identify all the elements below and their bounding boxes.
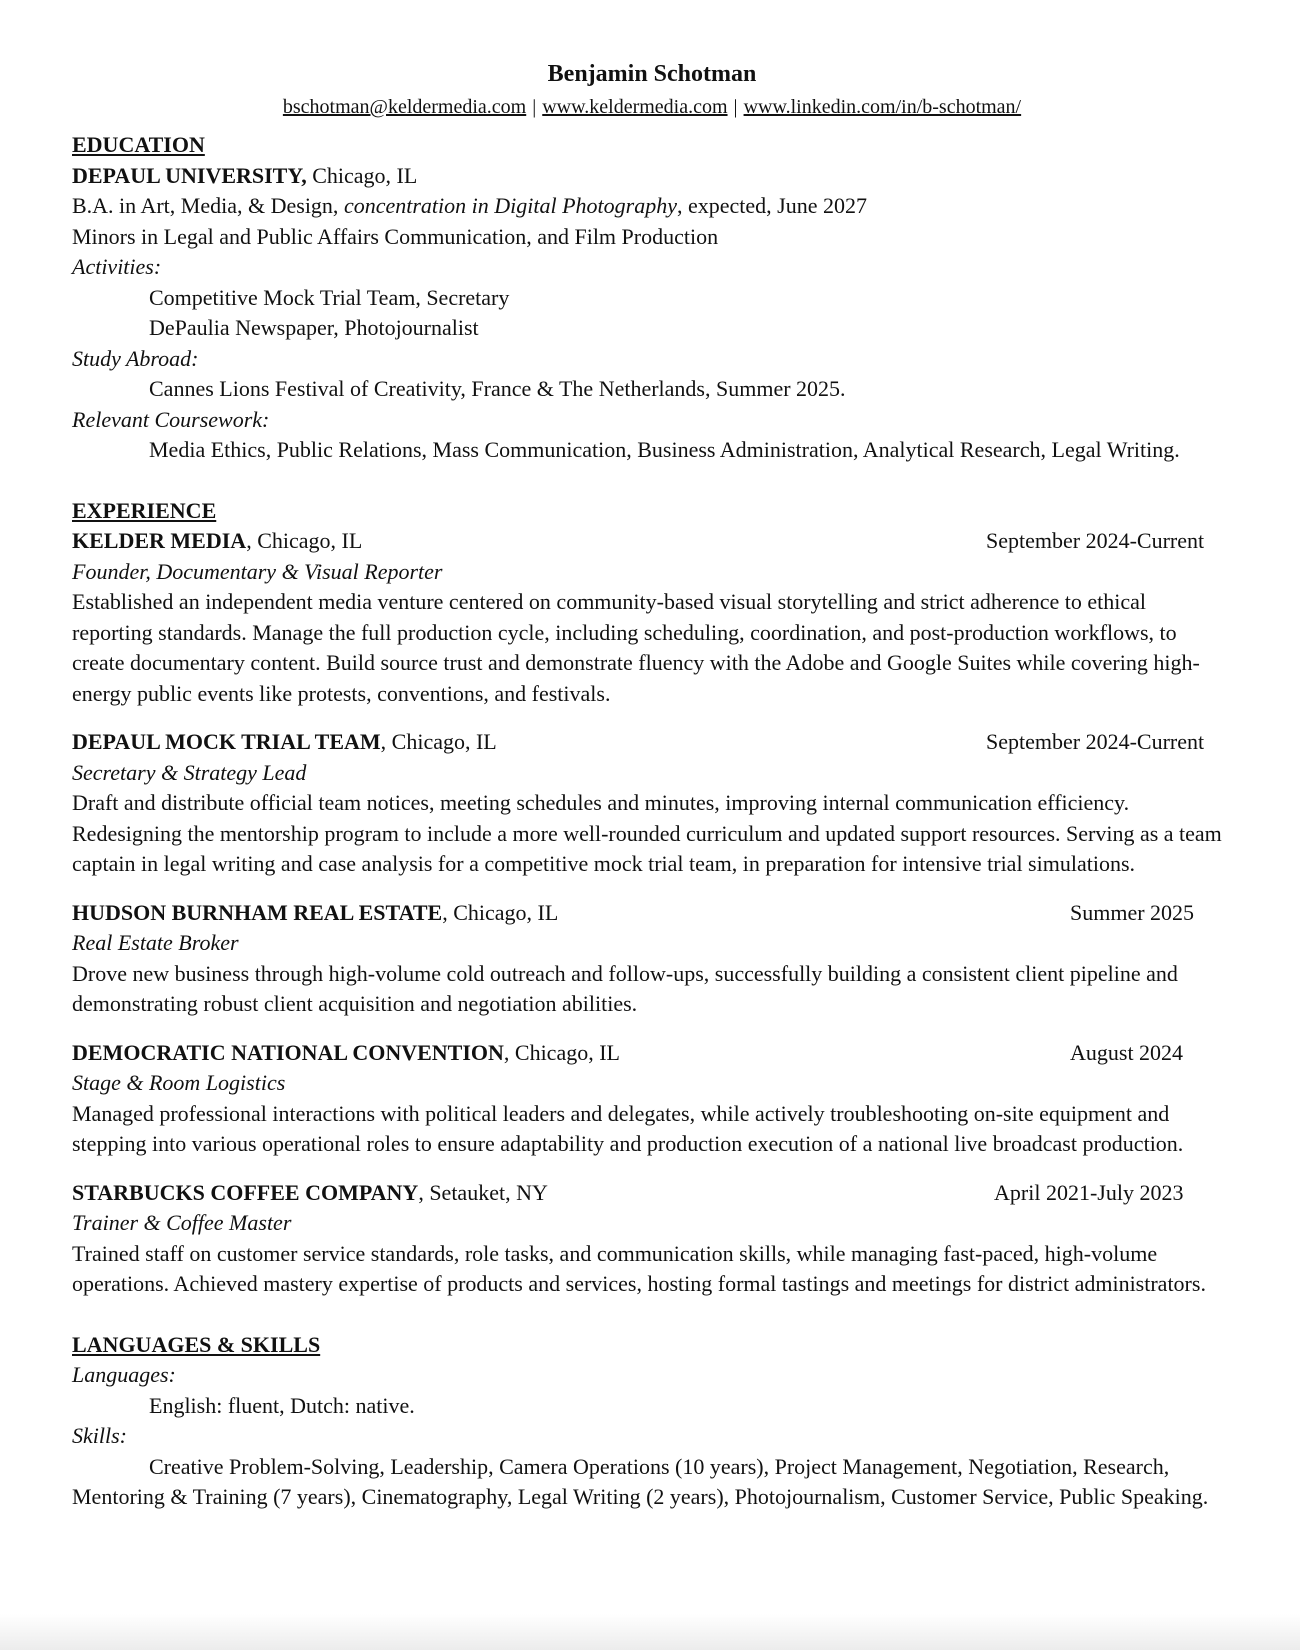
minors-line: Minors in Legal and Public Affairs Communication, and Film Production [72, 223, 719, 249]
job-header [72, 898, 1232, 929]
job-org: DEMOCRATIC NATIONAL CONVENTION [72, 1039, 504, 1065]
experience-section [72, 496, 1232, 1300]
activity-item: Competitive Mock Trial Team, Secretary [149, 284, 510, 310]
job-role: Real Estate Broker [72, 930, 239, 955]
contact-line [72, 92, 1232, 122]
job-description: Established an independent media venture centered on community-based visual storytelling and strict adherence to ethical reporting standards. Manage the full production cycle, including scheduling, coordination, and post-production workflows, to create documentary content. Build source trust and demonstrate fluency with the Adobe and Google Suites while covering high-energy public events like protests, conventions, and festivals. [72, 589, 1200, 706]
job-location: , Chicago, IL [503, 1039, 620, 1065]
job-location: , Chicago, IL [380, 729, 497, 754]
coursework-label: Relevant Coursework: [72, 406, 270, 432]
activity-item: DePaulia Newspaper, Photojournalist [149, 315, 479, 340]
job-org: STARBUCKS COFFEE COMPANY [72, 1179, 419, 1205]
job-header [72, 1178, 1232, 1209]
email-link[interactable]: bschotman@keldermedia.com [282, 96, 527, 118]
job-entry [72, 1038, 1232, 1160]
resume-page [72, 56, 1232, 1513]
study-abroad-label: Study Abroad: [72, 345, 199, 371]
job-header [72, 526, 1232, 557]
education-section [72, 130, 1232, 466]
job-entry [72, 1178, 1232, 1300]
job-entry [72, 526, 1232, 709]
section-title-experience: EXPERIENCE [72, 497, 217, 523]
job-location: , Setauket, NY [418, 1179, 548, 1205]
degree-concentration: concentration in Digital Photography [343, 193, 677, 218]
job-role: Founder, Documentary & Visual Reporter [72, 558, 443, 584]
degree-prefix: B.A. in Art, Media, & Design, [72, 193, 344, 218]
school-location: Chicago, IL [306, 162, 418, 188]
job-description: Drove new business through high-volume cold outreach and follow-ups, successfully building a consistent client pipeline and demonstrating robust client acquisition and negotiation abilities. [72, 960, 1178, 1016]
job-description: Trained staff on customer service standards, role tasks, and communication skills, while managing fast-paced, high-volume operations. Achieved mastery expertise of products and services, hosting formal tastings and meetings for district administrators. [72, 1240, 1206, 1296]
contact-separator: | [532, 96, 537, 118]
website-link[interactable]: www.keldermedia.com [542, 96, 728, 118]
skills-item: Creative Problem-Solving, Leadership, Camera Operations (10 years), Project Management, Negotiation, Research, Mentoring & Training (7 years), Cinematography, Legal Writing (2 years), Photojournalism, Customer Service, Public Speaking. [72, 1453, 1209, 1509]
applicant-name: Benjamin Schotman [547, 61, 757, 87]
job-role: Secretary & Strategy Lead [72, 759, 307, 785]
job-entry [72, 727, 1232, 880]
school-name: DEPAUL UNIVERSITY, [72, 162, 307, 188]
study-abroad-item: Cannes Lions Festival of Creativity, France & The Netherlands, Summer 2025. [149, 376, 846, 401]
activities-label: Activities: [72, 254, 162, 279]
languages-label: Languages: [72, 1362, 176, 1387]
section-title-skills: LANGUAGES & SKILLS [72, 1331, 321, 1357]
section-title-education: EDUCATION [72, 132, 205, 157]
job-dates: August 2024 [1070, 1039, 1184, 1065]
job-location: , Chicago, IL [246, 528, 363, 553]
linkedin-link[interactable]: www.linkedin.com/in/b-schotman/ [743, 96, 1022, 118]
job-org: KELDER MEDIA [72, 528, 247, 553]
job-header [72, 727, 1232, 758]
contact-separator: | [733, 96, 738, 118]
languages-item: English: fluent, Dutch: native. [149, 1392, 415, 1418]
job-entry [72, 898, 1232, 1020]
skills-section [72, 1330, 1232, 1513]
job-dates: April 2021-July 2023 [994, 1179, 1184, 1205]
skills-label: Skills: [72, 1423, 127, 1448]
job-org: DEPAUL MOCK TRIAL TEAM [72, 729, 381, 754]
job-dates: September 2024-Current [986, 729, 1205, 754]
job-description: Draft and distribute official team notices, meeting schedules and minutes, improving internal communication efficiency. Redesigning the mentorship program to include a more well-rounded curriculum and updated support resources. Serving as a team captain in legal writing and case analysis for a competitive mock trial team, in preparation for intensive trial simulations. [72, 790, 1222, 876]
job-role: Stage & Room Logistics [72, 1070, 286, 1095]
job-location: , Chicago, IL [442, 899, 559, 925]
job-description: Managed professional interactions with political leaders and delegates, while actively troubleshooting on-site equipment and stepping into various operational roles to ensure adaptability and production execution of a national live broadcast production. [72, 1100, 1184, 1156]
degree-line [72, 191, 1232, 222]
school-line [72, 161, 1232, 192]
job-dates: Summer 2025 [1070, 899, 1195, 925]
page-bottom-shade [0, 1614, 1300, 1650]
degree-suffix: , expected, June 2027 [676, 193, 867, 218]
job-role: Trainer & Coffee Master [72, 1210, 292, 1235]
job-header [72, 1038, 1232, 1069]
job-org: HUDSON BURNHAM REAL ESTATE [72, 899, 443, 925]
job-dates: September 2024-Current [986, 528, 1205, 553]
coursework-item: Media Ethics, Public Relations, Mass Communication, Business Administration, Analytical Research, Legal Writing. [149, 437, 1180, 462]
